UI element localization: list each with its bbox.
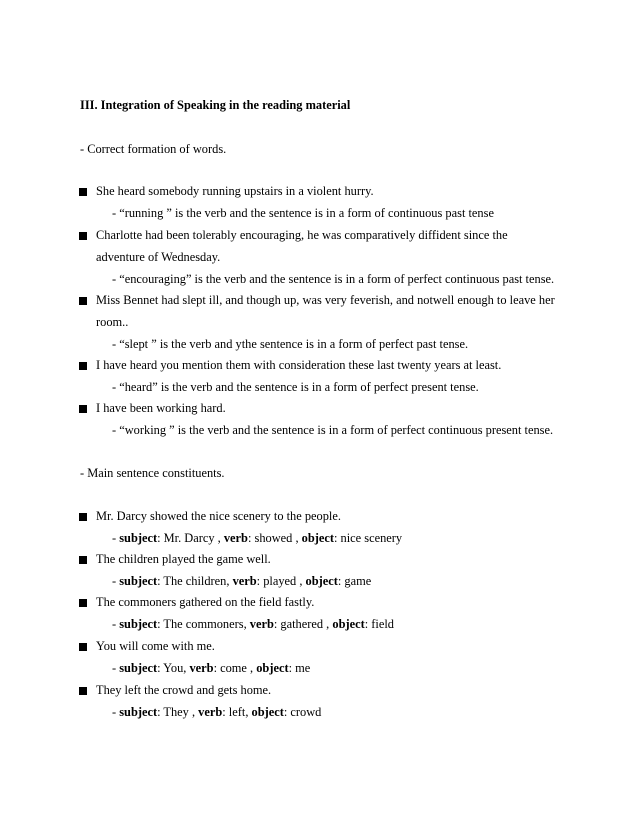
constituent-analysis-1: - subject: Mr. Darcy , verb: showed , object: nice scenery: [112, 531, 403, 545]
sentence-3-line-2: room..: [96, 315, 129, 329]
constituent-sentence-2: The children played the game well.: [96, 552, 271, 566]
bullet-marker: [79, 687, 87, 695]
sentence-3-line-1: Miss Bennet had slept ill, and though up, was very feverish, and notwell enough to leave her: [96, 293, 555, 307]
note-1: - “running ” is the verb and the sentence is in a form of continuous past tense: [112, 206, 494, 220]
sentence-2-line-1: Charlotte had been tolerably encouraging, he was comparatively diffident since the: [96, 228, 508, 242]
constituent-analysis-3: - subject: The commoners, verb: gathered , object: field: [112, 617, 394, 631]
section2-title: - Main sentence constituents.: [80, 466, 225, 480]
bullet-marker: [79, 188, 87, 196]
bullet-marker: [79, 556, 87, 564]
bullet-marker: [79, 513, 87, 521]
bullet-marker: [79, 599, 87, 607]
bullet-marker: [79, 362, 87, 370]
constituent-sentence-4: You will come with me.: [96, 639, 215, 653]
note-3: - “slept ” is the verb and ythe sentence is in a form of perfect past tense.: [112, 337, 469, 351]
constituent-analysis-5: - subject: They , verb: left, object: crowd: [112, 705, 322, 719]
sentence-2-line-2: adventure of Wednesday.: [96, 250, 221, 264]
section-heading: III. Integration of Speaking in the reading material: [80, 98, 351, 112]
constituent-sentence-5: They left the crowd and gets home.: [96, 683, 272, 697]
sentence-1: She heard somebody running upstairs in a violent hurry.: [96, 184, 374, 198]
sentence-5: I have been working hard.: [96, 401, 226, 415]
bullet-marker: [79, 297, 87, 305]
constituent-analysis-4: - subject: You, verb: come , object: me: [112, 661, 311, 675]
section1-title: - Correct formation of words.: [80, 142, 227, 156]
note-5: - “working ” is the verb and the sentence is in a form of perfect continuous present tense.: [112, 423, 554, 437]
constituent-sentence-1: Mr. Darcy showed the nice scenery to the people.: [96, 509, 341, 523]
bullet-marker: [79, 232, 87, 240]
constituent-analysis-2: - subject: The children, verb: played , object: game: [112, 574, 372, 588]
sentence-4: I have heard you mention them with consideration these last twenty years at least.: [96, 358, 502, 372]
bullet-marker: [79, 643, 87, 651]
constituent-sentence-3: The commoners gathered on the field fastly.: [96, 595, 315, 609]
note-4: - “heard” is the verb and the sentence is in a form of perfect present tense.: [112, 380, 479, 394]
note-2: - “encouraging” is the verb and the sentence is in a form of perfect continuous past tense.: [112, 272, 555, 286]
bullet-marker: [79, 405, 87, 413]
